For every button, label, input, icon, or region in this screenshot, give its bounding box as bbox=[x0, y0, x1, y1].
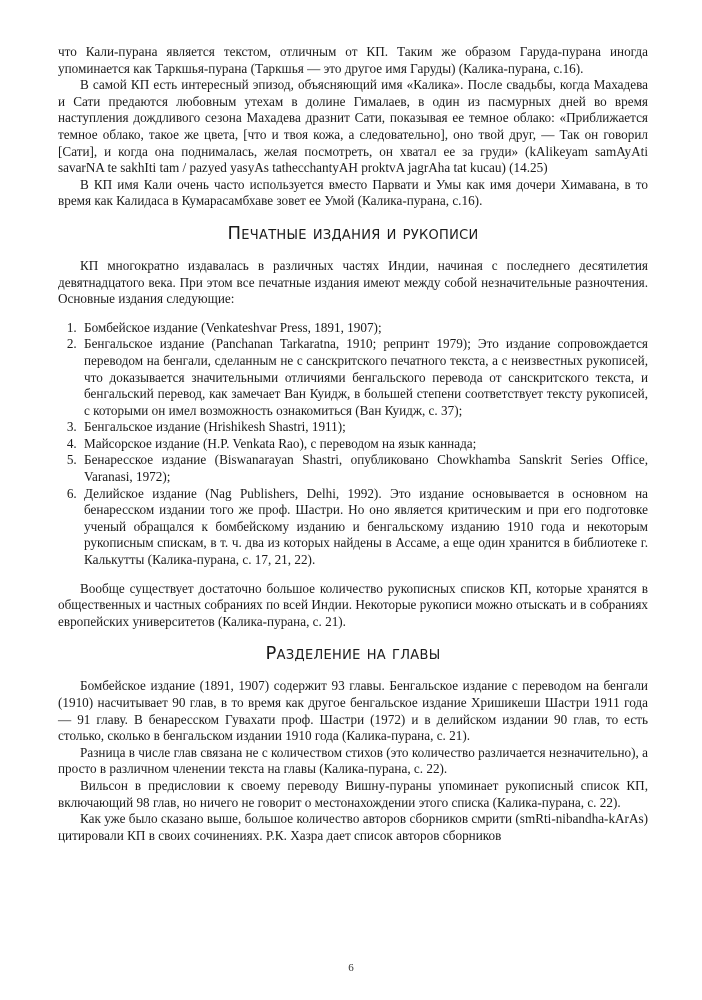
intro-paragraph-2: В самой КП есть интересный эпизод, объясняющий имя «Калика». После свадьбы, когда Махадева и Сати предаются любовным утехам в долине Гималаев, в один из пасмурных дней во время наступления дождливого сезона Махадева дразнит Сати, показывая ее темное облако: «Приближается темное облако, такое же цвета, [что и твоя кожа, а следовательно], оно твой друг, — Так он говорил [Сати], и когда она поднималась, желая посмотреть, он хватал ее за груди» (kAlikeyam samAyAti savarNA te sakhIti tam / pazyed yasyAs tathecchantyAH proktvA jagrAha tat kucau) (14.25) bbox=[58, 77, 648, 176]
chapters-paragraph-2: Разница в числе глав связана не с количеством стихов (это количество различается незначительно), а просто в различном членении текста на главы (Калика-пурана, с. 22). bbox=[58, 744, 648, 777]
intro-paragraph-3: В КП имя Кали очень часто используется вместо Парвати и Умы как имя дочери Химавана, в то время как Калидаса в Кумарасамбхаве зовет ее Умой (Калика-пурана, с.16). bbox=[58, 176, 648, 209]
section-heading-editions: Печатные издания и рукописи bbox=[227, 222, 479, 244]
editions-intro: КП многократно издавалась в различных частях Индии, начиная с последнего десятилетия девятнадцатого века. При этом все печатные издания имеют между собой незначительные разночтения. Основные издания следующие: bbox=[58, 257, 648, 307]
section-heading-chapters: Разделение на главы bbox=[265, 643, 441, 665]
list-item: 5. Бенаресское издание (Biswanarayan Shastri, опубликовано Chowkhamba Sanskrit Series Office, Varanasi, 1972); bbox=[80, 452, 648, 485]
editions-list bbox=[58, 320, 648, 569]
list-item: 4. Майсорское издание (H.P. Venkata Rao), с переводом на язык каннада; bbox=[80, 436, 648, 453]
chapters-paragraph-1: Бомбейское издание (1891, 1907) содержит 93 главы. Бенгальское издание с переводом на бенгали (1910) насчитывает 90 глав, в то время как другое бенгальское издание Хришикеши Шастри 1911 года — 91 главу. В бенаресском Гувахати проф. Шастри (1972) и в делийском издании 90 глав, то есть столько, сколько в бенгальском издании 1910 года (Калика-пурана, с. 21). bbox=[58, 678, 648, 744]
list-item: 3. Бенгальское издание (Hrishikesh Shastri, 1911); bbox=[80, 419, 648, 436]
intro-paragraph-1: что Кали-пурана является текстом, отличным от КП. Таким же образом Гаруда-пурана иногда упоминается как Таркшья-пурана (Таркшья — это другое имя Гаруды) (Калика-пурана, с.16). bbox=[58, 44, 648, 76]
list-item: 6. Делийское издание (Nag Publishers, Delhi, 1992). Это издание основывается в основном на бенаресском издании того же проф. Шастри. Но оно является критическим и при его подготовке ученый обращался к бомбейскому изданию и бенгальскому изданию 1910 года и некоторым рукописным спискам, в т. ч. два из которых найдены в Ассаме, а еще один хранится в библиотеке г. Калькутты (Калика-пурана, с. 17, 21, 22). bbox=[80, 486, 648, 569]
list-item: 1. Бомбейское издание (Venkateshvar Press, 1891, 1907); bbox=[80, 320, 648, 337]
list-item: 2. Бенгальское издание (Panchanan Tarkaratna, 1910; репринт 1979); Это издание сопровождается переводом на бенгали, сделанным не с санскритского печатного текста, а с неизвестных рукописей, что доказывается значительными отличиями бенгальского перевода от санскритского текста, и бенгальский перевод, как замечает Ван Куидж, в большей степени соответствует тексту рукописей, с которыми он имел возможность ознакомиться (Ван Куидж, с. 37); bbox=[80, 336, 648, 419]
page-number: 6 bbox=[348, 962, 354, 974]
chapters-paragraph-3: Вильсон в предисловии к своему переводу Вишну-пураны упоминает рукописный список КП, включающий 98 глав, но ничего не говорит о местонахождении этого списка (Калика-пурана, с. 22). bbox=[58, 777, 648, 810]
chapters-paragraph-4: Как уже было сказано выше, большое количество авторов сборников смрити (smRti-nibandha-kArAs) цитировали КП в своих сочинениях. Р.К. Хазра дает список авторов сборников bbox=[58, 811, 648, 843]
editions-closing: Вообще существует достаточно большое количество рукописных списков КП, которые хранятся в общественных и частных собраниях по всей Индии. Некоторые рукописи можно отыскать и в собраниях европейских университетов (Калика-пурана, с. 21). bbox=[58, 580, 648, 629]
document-page bbox=[58, 44, 648, 844]
